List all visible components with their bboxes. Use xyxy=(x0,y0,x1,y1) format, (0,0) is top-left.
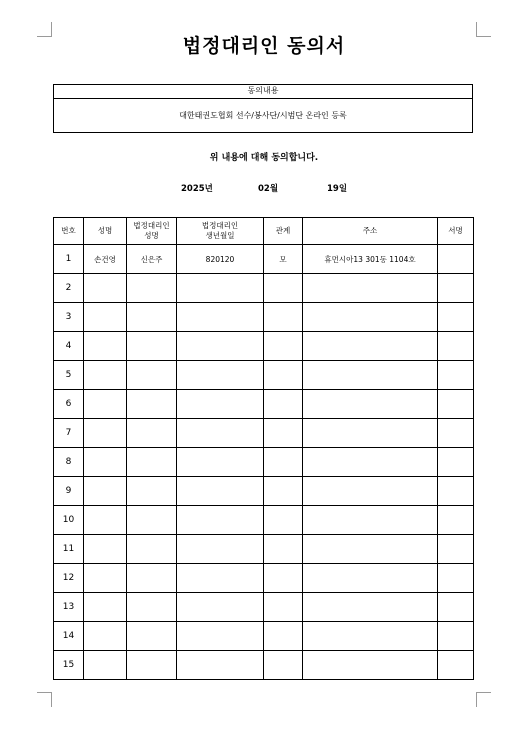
cell-name xyxy=(84,303,127,332)
cell-guardian-birth xyxy=(177,332,264,361)
cell-guardian-birth xyxy=(177,419,264,448)
header-guardian-birth-line2: 생년월일 xyxy=(205,231,235,240)
date-day: 19일 xyxy=(327,184,348,194)
cell-no: 3 xyxy=(54,303,84,332)
cell-no: 1 xyxy=(54,245,84,274)
cell-name xyxy=(84,564,127,593)
cell-guardian-birth xyxy=(177,361,264,390)
cell-address xyxy=(303,419,438,448)
cell-signature xyxy=(438,274,474,303)
cell-guardian-birth xyxy=(177,564,264,593)
cell-guardian-name xyxy=(127,622,177,651)
cell-guardian-name xyxy=(127,390,177,419)
cell-guardian-birth xyxy=(177,593,264,622)
cell-guardian-birth xyxy=(177,274,264,303)
cell-no: 8 xyxy=(54,448,84,477)
cell-no: 7 xyxy=(54,419,84,448)
table-row xyxy=(54,274,474,303)
cell-signature xyxy=(438,651,474,680)
cell-signature xyxy=(438,245,474,274)
cell-signature xyxy=(438,506,474,535)
table-row xyxy=(54,303,474,332)
table-header-row xyxy=(54,218,474,245)
cell-name xyxy=(84,593,127,622)
cell-relation xyxy=(264,274,303,303)
cell-guardian-name xyxy=(127,361,177,390)
cell-signature xyxy=(438,303,474,332)
cell-no: 4 xyxy=(54,332,84,361)
date-month: 02월 xyxy=(258,184,279,194)
cell-guardian-name xyxy=(127,564,177,593)
table-row xyxy=(54,593,474,622)
cell-no: 6 xyxy=(54,390,84,419)
table-row xyxy=(54,390,474,419)
cell-address xyxy=(303,593,438,622)
cell-name xyxy=(84,622,127,651)
header-address: 주소 xyxy=(303,218,438,245)
table-row xyxy=(54,506,474,535)
header-guardian-name-line1: 법정대리인 xyxy=(133,221,170,230)
cell-address xyxy=(303,477,438,506)
table-row xyxy=(54,361,474,390)
cell-relation xyxy=(264,332,303,361)
cell-guardian-birth xyxy=(177,506,264,535)
header-guardian-birth xyxy=(177,218,264,245)
cell-guardian-name xyxy=(127,332,177,361)
document-title: 법정대리인 동의서 xyxy=(182,35,346,57)
cell-guardian-birth xyxy=(177,535,264,564)
table-row xyxy=(54,535,474,564)
cell-address xyxy=(303,361,438,390)
cell-name xyxy=(84,477,127,506)
cell-address: 휴먼시아13 301동 1104호 xyxy=(303,245,438,274)
cell-guardian-name xyxy=(127,274,177,303)
header-guardian-name xyxy=(127,218,177,245)
header-name: 성명 xyxy=(84,218,127,245)
cell-relation xyxy=(264,593,303,622)
cell-name xyxy=(84,332,127,361)
cell-signature xyxy=(438,448,474,477)
cell-guardian-name xyxy=(127,535,177,564)
cell-signature xyxy=(438,419,474,448)
cell-name xyxy=(84,535,127,564)
cell-address xyxy=(303,274,438,303)
cell-guardian-name: 신은주 xyxy=(127,245,177,274)
cell-signature xyxy=(438,535,474,564)
cell-guardian-birth xyxy=(177,448,264,477)
cell-relation xyxy=(264,361,303,390)
cell-no: 10 xyxy=(54,506,84,535)
cell-no: 2 xyxy=(54,274,84,303)
cell-relation xyxy=(264,419,303,448)
cell-no: 5 xyxy=(54,361,84,390)
cell-guardian-name xyxy=(127,651,177,680)
cell-no: 11 xyxy=(54,535,84,564)
cell-name xyxy=(84,651,127,680)
cell-relation xyxy=(264,622,303,651)
cell-address xyxy=(303,390,438,419)
cell-guardian-birth xyxy=(177,477,264,506)
table-row xyxy=(54,419,474,448)
table-row xyxy=(54,477,474,506)
date-year: 2025년 xyxy=(181,184,213,194)
cell-no: 9 xyxy=(54,477,84,506)
cell-address xyxy=(303,622,438,651)
header-guardian-birth-line1: 법정대리인 xyxy=(201,221,239,230)
cell-relation xyxy=(264,477,303,506)
header-no: 번호 xyxy=(54,218,84,245)
cell-guardian-name xyxy=(127,303,177,332)
cell-signature xyxy=(438,361,474,390)
cell-address xyxy=(303,651,438,680)
cell-relation xyxy=(264,506,303,535)
cell-name xyxy=(84,419,127,448)
header-guardian-name-line2: 성명 xyxy=(144,231,159,240)
cell-guardian-birth xyxy=(177,390,264,419)
cell-relation: 모 xyxy=(264,245,303,274)
page-corner-mark-bottom-left xyxy=(37,692,52,707)
cell-guardian-name xyxy=(127,477,177,506)
cell-relation xyxy=(264,448,303,477)
cell-name xyxy=(84,448,127,477)
cell-no: 14 xyxy=(54,622,84,651)
agreement-statement: 위 내용에 대해 동의합니다. xyxy=(209,153,319,163)
cell-no: 13 xyxy=(54,593,84,622)
cell-address xyxy=(303,535,438,564)
cell-relation xyxy=(264,303,303,332)
cell-guardian-name xyxy=(127,448,177,477)
cell-address xyxy=(303,448,438,477)
cell-signature xyxy=(438,564,474,593)
table-row xyxy=(54,564,474,593)
cell-name xyxy=(84,361,127,390)
cell-guardian-birth xyxy=(177,622,264,651)
cell-no: 15 xyxy=(54,651,84,680)
cell-signature xyxy=(438,593,474,622)
cell-name xyxy=(84,390,127,419)
table-row xyxy=(54,245,474,274)
cell-address xyxy=(303,564,438,593)
cell-name xyxy=(84,274,127,303)
cell-relation xyxy=(264,564,303,593)
cell-guardian-birth xyxy=(177,303,264,332)
cell-guardian-birth: 820120 xyxy=(177,245,264,274)
cell-guardian-name xyxy=(127,593,177,622)
cell-name: 손건영 xyxy=(84,245,127,274)
cell-signature xyxy=(438,477,474,506)
cell-relation xyxy=(264,390,303,419)
table-row xyxy=(54,332,474,361)
cell-name xyxy=(84,506,127,535)
cell-guardian-name xyxy=(127,506,177,535)
cell-signature xyxy=(438,390,474,419)
cell-address xyxy=(303,506,438,535)
page-corner-mark-bottom-right xyxy=(476,692,491,707)
cell-no: 12 xyxy=(54,564,84,593)
consent-content-header: 동의내용 xyxy=(54,85,472,99)
consent-content-box xyxy=(53,84,473,133)
cell-signature xyxy=(438,622,474,651)
cell-address xyxy=(303,332,438,361)
cell-guardian-name xyxy=(127,419,177,448)
header-signature: 서명 xyxy=(438,218,474,245)
cell-relation xyxy=(264,651,303,680)
cell-guardian-birth xyxy=(177,651,264,680)
table-row xyxy=(54,622,474,651)
cell-signature xyxy=(438,332,474,361)
signers-table xyxy=(53,217,474,680)
table-row xyxy=(54,448,474,477)
consent-content-text: 대한태권도협회 선수/봉사단/시범단 온라인 등록 xyxy=(179,111,347,120)
table-row xyxy=(54,651,474,680)
header-relation: 관계 xyxy=(264,218,303,245)
cell-relation xyxy=(264,535,303,564)
cell-address xyxy=(303,303,438,332)
